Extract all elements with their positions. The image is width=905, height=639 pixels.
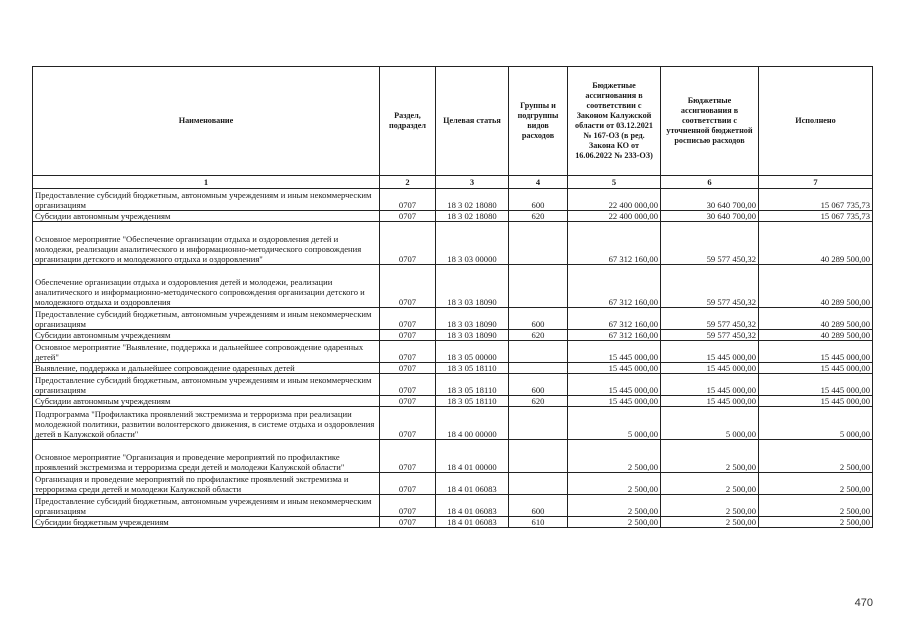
row-target: 18 4 01 06083 bbox=[436, 473, 509, 495]
row-group bbox=[509, 407, 568, 440]
row-budget-refined: 59 577 450,32 bbox=[661, 308, 759, 330]
row-budget-law: 2 500,00 bbox=[568, 517, 661, 528]
row-name: Субсидии автономным учреждениям bbox=[33, 330, 380, 341]
row-target: 18 3 02 18080 bbox=[436, 211, 509, 222]
row-budget-refined: 2 500,00 bbox=[661, 473, 759, 495]
row-target: 18 3 03 18090 bbox=[436, 308, 509, 330]
row-section: 0707 bbox=[380, 330, 436, 341]
row-budget-refined: 15 445 000,00 bbox=[661, 341, 759, 363]
table-row bbox=[33, 363, 873, 374]
row-name: Основное мероприятие "Обеспечение организации отдыха и оздоровления детей и молодежи, реализации аналитического и информационно-методического сопровождения организации детского и молодежного отдыха и оздоровления" bbox=[33, 222, 380, 265]
row-executed: 2 500,00 bbox=[759, 473, 873, 495]
row-section: 0707 bbox=[380, 308, 436, 330]
table-row bbox=[33, 517, 873, 528]
row-section: 0707 bbox=[380, 440, 436, 473]
row-budget-law: 22 400 000,00 bbox=[568, 189, 661, 211]
col-number: 5 bbox=[568, 176, 661, 189]
row-budget-refined: 59 577 450,32 bbox=[661, 265, 759, 308]
header-target: Целевая статья bbox=[436, 67, 509, 176]
row-name: Предоставление субсидий бюджетным, автономным учреждениям и иным некоммерческим организациям bbox=[33, 495, 380, 517]
row-target: 18 3 02 18080 bbox=[436, 189, 509, 211]
row-executed: 15 067 735,73 bbox=[759, 211, 873, 222]
row-group: 600 bbox=[509, 308, 568, 330]
table-row bbox=[33, 211, 873, 222]
row-group: 610 bbox=[509, 517, 568, 528]
row-name: Субсидии автономным учреждениям bbox=[33, 396, 380, 407]
table-row bbox=[33, 341, 873, 363]
header-executed: Исполнено bbox=[759, 67, 873, 176]
row-group: 620 bbox=[509, 396, 568, 407]
table-row bbox=[33, 265, 873, 308]
row-name: Обеспечение организации отдыха и оздоровления детей и молодежи, реализации аналитического и информационно-методического сопровождения организации детского и молодежного отдыха и оздоровления bbox=[33, 265, 380, 308]
row-target: 18 3 03 00000 bbox=[436, 222, 509, 265]
page-number: 470 bbox=[854, 597, 873, 609]
row-name: Подпрограмма "Профилактика проявлений экстремизма и терроризма при реализации молодежной политики, развитии волонтерского движения, в системе отдыха и оздоровления детей в Калужской области" bbox=[33, 407, 380, 440]
table-row bbox=[33, 330, 873, 341]
table-row bbox=[33, 495, 873, 517]
row-budget-law: 67 312 160,00 bbox=[568, 330, 661, 341]
row-budget-refined: 5 000,00 bbox=[661, 407, 759, 440]
row-section: 0707 bbox=[380, 407, 436, 440]
table-row bbox=[33, 308, 873, 330]
row-target: 18 4 01 06083 bbox=[436, 517, 509, 528]
row-group bbox=[509, 222, 568, 265]
table-row bbox=[33, 374, 873, 396]
row-section: 0707 bbox=[380, 265, 436, 308]
row-executed: 15 445 000,00 bbox=[759, 374, 873, 396]
row-budget-law: 15 445 000,00 bbox=[568, 396, 661, 407]
row-name: Основное мероприятие "Организация и проведение мероприятий по профилактике проявлений экстремизма и терроризма среди детей и молодежи Калужской области" bbox=[33, 440, 380, 473]
row-budget-refined: 15 445 000,00 bbox=[661, 374, 759, 396]
col-number: 6 bbox=[661, 176, 759, 189]
row-budget-law: 67 312 160,00 bbox=[568, 265, 661, 308]
row-section: 0707 bbox=[380, 211, 436, 222]
row-budget-refined: 15 445 000,00 bbox=[661, 363, 759, 374]
table-row bbox=[33, 222, 873, 265]
budget-table-sheet bbox=[32, 66, 872, 528]
row-group bbox=[509, 341, 568, 363]
row-executed: 15 445 000,00 bbox=[759, 363, 873, 374]
table-row bbox=[33, 189, 873, 211]
row-name: Субсидии автономным учреждениям bbox=[33, 211, 380, 222]
row-group: 620 bbox=[509, 211, 568, 222]
col-number: 2 bbox=[380, 176, 436, 189]
row-target: 18 4 01 06083 bbox=[436, 495, 509, 517]
row-budget-refined: 15 445 000,00 bbox=[661, 396, 759, 407]
row-executed: 15 445 000,00 bbox=[759, 341, 873, 363]
row-executed: 2 500,00 bbox=[759, 440, 873, 473]
table-row bbox=[33, 396, 873, 407]
row-target: 18 3 05 18110 bbox=[436, 363, 509, 374]
row-group: 600 bbox=[509, 189, 568, 211]
row-target: 18 3 05 18110 bbox=[436, 374, 509, 396]
row-group bbox=[509, 440, 568, 473]
row-executed: 2 500,00 bbox=[759, 517, 873, 528]
row-section: 0707 bbox=[380, 517, 436, 528]
row-section: 0707 bbox=[380, 396, 436, 407]
row-group: 600 bbox=[509, 374, 568, 396]
row-target: 18 3 03 18090 bbox=[436, 265, 509, 308]
row-executed: 2 500,00 bbox=[759, 495, 873, 517]
row-section: 0707 bbox=[380, 222, 436, 265]
row-budget-law: 15 445 000,00 bbox=[568, 363, 661, 374]
header-budget-refined: Бюджетные ассигнования в соответствии с уточненной бюджетной росписью расходов bbox=[661, 67, 759, 176]
row-executed: 15 445 000,00 bbox=[759, 396, 873, 407]
row-budget-refined: 2 500,00 bbox=[661, 440, 759, 473]
header-section: Раздел, подраздел bbox=[380, 67, 436, 176]
row-section: 0707 bbox=[380, 341, 436, 363]
row-group: 620 bbox=[509, 330, 568, 341]
row-target: 18 3 03 18090 bbox=[436, 330, 509, 341]
table-row bbox=[33, 440, 873, 473]
row-budget-law: 67 312 160,00 bbox=[568, 308, 661, 330]
col-number: 7 bbox=[759, 176, 873, 189]
col-number: 1 bbox=[33, 176, 380, 189]
row-executed: 5 000,00 bbox=[759, 407, 873, 440]
table-row bbox=[33, 407, 873, 440]
header-groups: Группы и подгруппы видов расходов bbox=[509, 67, 568, 176]
row-name: Основное мероприятие "Выявление, поддержка и дальнейшее сопровождение одаренных детей" bbox=[33, 341, 380, 363]
col-number: 3 bbox=[436, 176, 509, 189]
table-row bbox=[33, 473, 873, 495]
row-group bbox=[509, 265, 568, 308]
row-budget-refined: 2 500,00 bbox=[661, 517, 759, 528]
row-budget-law: 2 500,00 bbox=[568, 495, 661, 517]
col-number: 4 bbox=[509, 176, 568, 189]
row-target: 18 4 01 00000 bbox=[436, 440, 509, 473]
row-budget-refined: 30 640 700,00 bbox=[661, 189, 759, 211]
header-budget-law: Бюджетные ассигнования в соответствии с Законом Калужской области от 03.12.2021 № 167-ОЗ (в ред. Закона КО от 16.06.2022 № 233-ОЗ) bbox=[568, 67, 661, 176]
budget-table bbox=[32, 66, 873, 528]
row-section: 0707 bbox=[380, 189, 436, 211]
row-target: 18 4 00 00000 bbox=[436, 407, 509, 440]
row-budget-law: 2 500,00 bbox=[568, 473, 661, 495]
row-group: 600 bbox=[509, 495, 568, 517]
row-section: 0707 bbox=[380, 374, 436, 396]
table-header-row bbox=[33, 67, 873, 176]
row-budget-law: 5 000,00 bbox=[568, 407, 661, 440]
row-group bbox=[509, 363, 568, 374]
row-budget-law: 2 500,00 bbox=[568, 440, 661, 473]
row-budget-law: 15 445 000,00 bbox=[568, 341, 661, 363]
row-budget-refined: 2 500,00 bbox=[661, 495, 759, 517]
row-budget-law: 15 445 000,00 bbox=[568, 374, 661, 396]
column-number-row bbox=[33, 176, 873, 189]
row-budget-law: 67 312 160,00 bbox=[568, 222, 661, 265]
row-name: Организация и проведение мероприятий по профилактике проявлений экстремизма и терроризма среди детей и молодежи Калужской области bbox=[33, 473, 380, 495]
row-budget-law: 22 400 000,00 bbox=[568, 211, 661, 222]
row-name: Выявление, поддержка и дальнейшее сопровождение одаренных детей bbox=[33, 363, 380, 374]
row-executed: 40 289 500,00 bbox=[759, 308, 873, 330]
row-executed: 15 067 735,73 bbox=[759, 189, 873, 211]
row-name: Предоставление субсидий бюджетным, автономным учреждениям и иным некоммерческим организациям bbox=[33, 374, 380, 396]
row-name: Предоставление субсидий бюджетным, автономным учреждениям и иным некоммерческим организациям bbox=[33, 189, 380, 211]
row-group bbox=[509, 473, 568, 495]
row-section: 0707 bbox=[380, 363, 436, 374]
row-target: 18 3 05 18110 bbox=[436, 396, 509, 407]
table-body bbox=[33, 189, 873, 528]
row-target: 18 3 05 00000 bbox=[436, 341, 509, 363]
row-section: 0707 bbox=[380, 495, 436, 517]
row-name: Субсидии бюджетным учреждениям bbox=[33, 517, 380, 528]
row-executed: 40 289 500,00 bbox=[759, 330, 873, 341]
header-name: Наименование bbox=[33, 67, 380, 176]
row-name: Предоставление субсидий бюджетным, автономным учреждениям и иным некоммерческим организациям bbox=[33, 308, 380, 330]
row-budget-refined: 30 640 700,00 bbox=[661, 211, 759, 222]
row-executed: 40 289 500,00 bbox=[759, 222, 873, 265]
row-executed: 40 289 500,00 bbox=[759, 265, 873, 308]
row-budget-refined: 59 577 450,32 bbox=[661, 330, 759, 341]
row-budget-refined: 59 577 450,32 bbox=[661, 222, 759, 265]
row-section: 0707 bbox=[380, 473, 436, 495]
